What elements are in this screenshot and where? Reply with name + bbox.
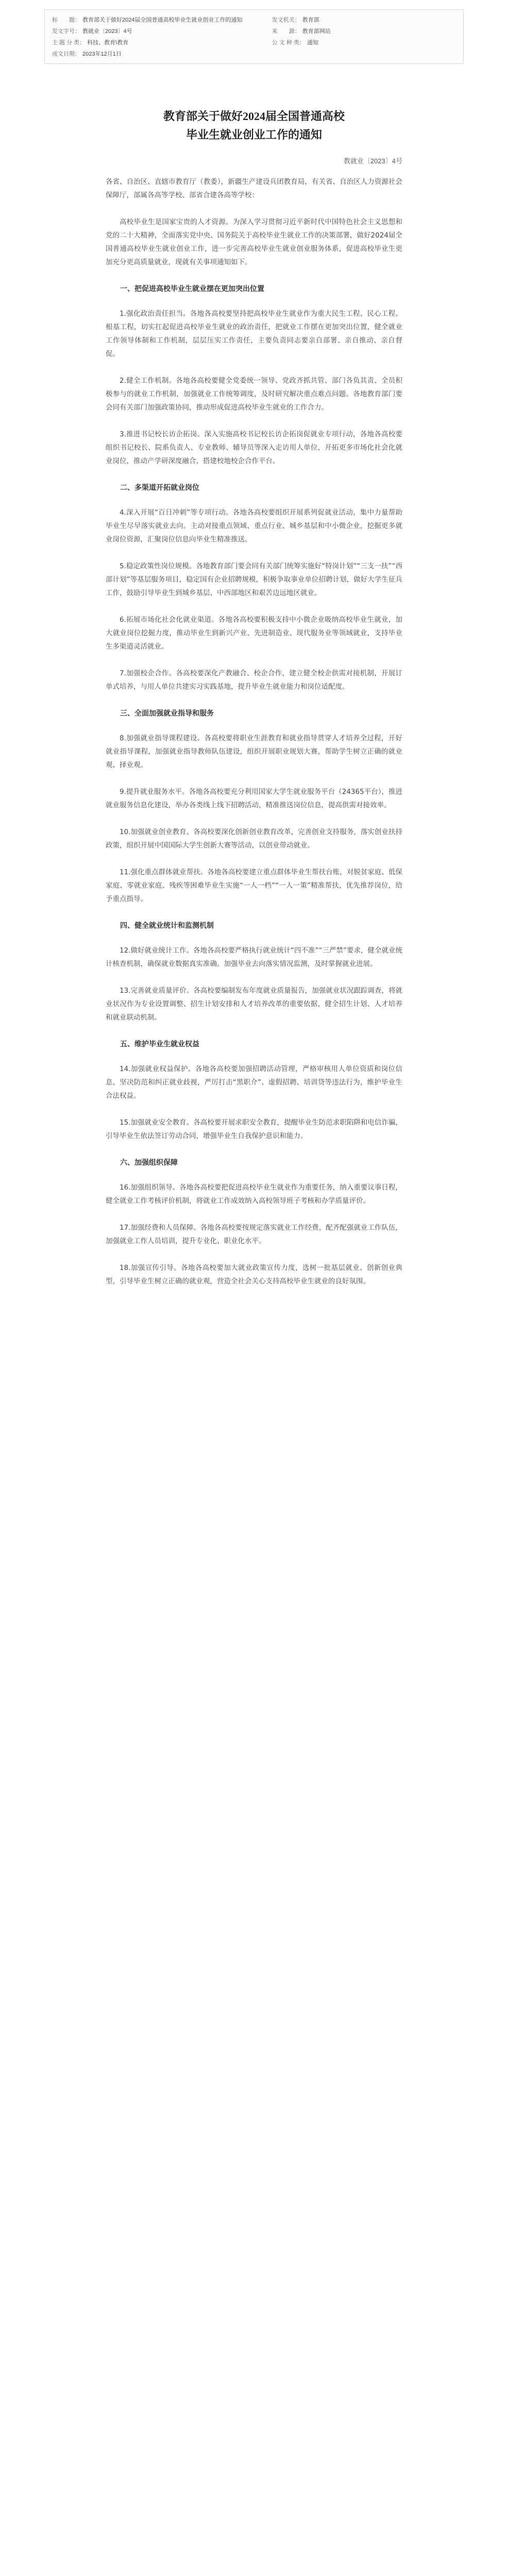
section-heading: 二、多渠道开拓就业岗位 — [120, 484, 199, 492]
body-paragraph: 10.加强就业创业教育。各高校要深化创新创业教育改革，完善创业支持服务，落实创业扶持政策，组织开展中国国际大学生创新大赛等活动，以创业带动就业。 — [106, 828, 402, 850]
body-paragraph: 5.稳定政策性岗位规模。各地教育部门要会同有关部门统筹实施好“特岗计划”“三支一扶”“西部计划”等基层服务项目，稳定国有企业招聘规模，积极争取事业单位招聘计划，做好大学生征兵工作，鼓励引导毕业生到城乡基层、中西部地区和艰苦边远地区就业。 — [106, 562, 402, 597]
meta-key: 标 题： — [52, 17, 80, 23]
meta-row — [52, 48, 456, 59]
meta-value: 教就业〔2023〕4号 — [82, 28, 132, 35]
section-heading: 四、健全就业统计和监测机制 — [120, 922, 214, 930]
meta-key: 主 题 分 类： — [52, 40, 86, 46]
meta-value: 2023年12月1日 — [82, 51, 122, 57]
meta-key: 公 文 种 类： — [272, 40, 305, 46]
body-paragraph: 1.强化政治责任担当。各地各高校要坚持把高校毕业生就业作为重大民生工程、民心工程、根基工程，切实扛起促进高校毕业生就业的政治责任，把就业工作摆在更加突出位置，健全就业工作领导体制和工作机制，层层压实工作责任，主要负责同志要亲自部署、亲自推动、亲自督促。 — [106, 310, 402, 358]
meta-value: 教育部 — [302, 17, 319, 23]
body-paragraph: 12.做好就业统计工作。各地各高校要严格执行就业统计“四不准”“三严禁”要求，健全就业统计核查机制，确保就业数据真实准确。加强毕业去向落实情况监测，及时掌握就业进展。 — [106, 946, 402, 968]
body-paragraph: 17.加强经费和人员保障。各地各高校要按规定落实就业工作经费，配齐配强就业工作队伍，加强就业工作人员培训，提升专业化、职业化水平。 — [106, 1224, 402, 1245]
section-heading: 三、全面加强就业指导和服务 — [120, 709, 214, 718]
addressee: 各省、自治区、直辖市教育厅（教委），新疆生产建设兵团教育局，有关省、自治区人力资源社会保障厅，部属各高等学校、部省合建各高等学校： — [106, 178, 402, 199]
document-number: 教就业〔2023〕4号 — [343, 157, 402, 165]
section-heading: 六、加强组织保障 — [120, 1159, 178, 1167]
document-metadata-box — [44, 9, 464, 64]
body-paragraph: 3.推进书记校长访企拓岗。深入实施高校书记校长访企拓岗促就业专项行动，各地各高校要组织书记校长、院系负责人、专业教师、辅导员等深入走访用人单位，开拓更多市场化社会化就业岗位，推动产学研深度融合，搭建校地校企合作平台。 — [106, 430, 402, 465]
body-paragraph: 4.深入开展“百日冲刺”等专项行动。各地各高校要组织开展系列促就业活动，集中力量帮助毕业生尽早落实就业去向。主动对接重点领域、重点行业、城乡基层和中小微企业，挖掘更多就业岗位资源，汇聚岗位信息向毕业生精准推送。 — [106, 509, 402, 544]
body-paragraph: 15.加强就业安全教育。各高校要开展求职安全教育，提醒毕业生防范求职陷阱和电信诈骗，引导毕业生依法签订劳动合同，增强毕业生自我保护意识和能力。 — [106, 1118, 402, 1140]
meta-value: 教育部网站 — [302, 28, 331, 35]
meta-key: 来 源： — [272, 28, 300, 35]
meta-key: 发文机关： — [272, 17, 300, 23]
body-paragraph: 8.加强就业指导课程建设。各高校要将职业生涯教育和就业指导贯穿人才培养全过程，开好就业指导课程，加强就业指导教师队伍建设，组织开展职业规划大赛，帮助学生树立正确的就业观、择业观。 — [106, 734, 402, 769]
meta-key: 发文字号： — [52, 28, 80, 35]
meta-key: 成文日期： — [52, 51, 80, 57]
meta-value: 科技、教育\教育 — [87, 40, 129, 46]
body-paragraph: 7.加强校企合作。各高校要深化产教融合、校企合作，建立健全校企供需对接机制，开展订单式培养，与用人单位共建实习实践基地，提升毕业生就业能力和岗位适配度。 — [106, 669, 402, 691]
body-paragraph: 6.拓展市场化社会化就业渠道。各地各高校要积极支持中小微企业吸纳高校毕业生就业，加大就业岗位挖掘力度，推动毕业生到新兴产业、先进制造业、现代服务业等领域就业，支持毕业生多渠道灵活就业。 — [106, 616, 402, 651]
section-heading: 一、把促进高校毕业生就业摆在更加突出位置 — [120, 285, 264, 293]
body-paragraph: 14.加强就业权益保护。各地各高校要加强招聘活动管理，严格审核用人单位资质和岗位信息，坚决防范和纠正就业歧视，严厉打击“黑职介”、虚假招聘、培训贷等违法行为，维护毕业生合法权益。 — [106, 1065, 402, 1100]
body-paragraph: 13.完善就业质量评价。各高校要编制发布年度就业质量报告，加强就业状况跟踪调查，将就业状况作为专业设置调整、招生计划安排和人才培养改革的重要依据，健全招生计划、人才培养和就业联动机制。 — [106, 987, 402, 1022]
body-paragraph: 11.强化重点群体就业帮扶。各地各高校要建立重点群体毕业生帮扶台账，对脱贫家庭、低保家庭、零就业家庭、残疾等困难毕业生实施“一人一档”“一人一策”精准帮扶，优先推荐岗位，给予重点指导。 — [106, 868, 402, 903]
document-title — [0, 107, 508, 144]
body-paragraph: 2.健全工作机制。各地各高校要健全党委统一领导、党政齐抓共管、部门各负其责、全员积极参与的就业工作机制，加强就业工作统筹调度，及时研究解决重点难点问题。各地教育部门要会同有关部门加强政策协同，推动形成促进高校毕业生就业的工作合力。 — [106, 377, 402, 412]
body-paragraph: 16.加强组织领导。各地各高校要把促进高校毕业生就业作为重要任务，纳入重要议事日程，健全就业工作考核评价机制，将就业工作成效纳入高校领导班子考核和办学质量评价。 — [106, 1183, 402, 1205]
meta-row — [52, 25, 456, 37]
body-paragraph: 高校毕业生是国家宝贵的人才资源。为深入学习贯彻习近平新时代中国特色社会主义思想和党的二十大精神，全面落实党中央、国务院关于高校毕业生就业工作的决策部署，做好2024届全国普通高校毕业生就业创业工作，进一步完善高校毕业生就业创业服务体系，促进高校毕业生更加充分更高质量就业，现就有关事项通知如下。 — [106, 218, 402, 266]
section-heading: 五、维护毕业生就业权益 — [120, 1040, 199, 1048]
body-paragraph: 9.提升就业服务水平。各地各高校要充分利用国家大学生就业服务平台（24365平台），推进就业服务信息化建设，举办各类线上线下招聘活动，精准推送岗位信息，提高供需对接效率。 — [106, 788, 402, 809]
title-line-2: 毕业生就业创业工作的通知 — [185, 128, 322, 141]
document-body — [106, 175, 402, 1301]
meta-row — [52, 37, 456, 48]
meta-value: 通知 — [307, 40, 318, 46]
meta-row — [52, 14, 456, 25]
title-line-1: 教育部关于做好2024届全国普通高校 — [163, 110, 345, 123]
meta-value: 教育部关于做好2024届全国普通高校毕业生就业创业工作的通知 — [82, 17, 243, 23]
body-paragraph: 18.加强宣传引导。各地各高校要加大就业政策宣传力度，选树一批基层就业、创新创业典型，引导毕业生树立正确的就业观，营造全社会关心支持高校毕业生就业的良好氛围。 — [106, 1264, 402, 1285]
